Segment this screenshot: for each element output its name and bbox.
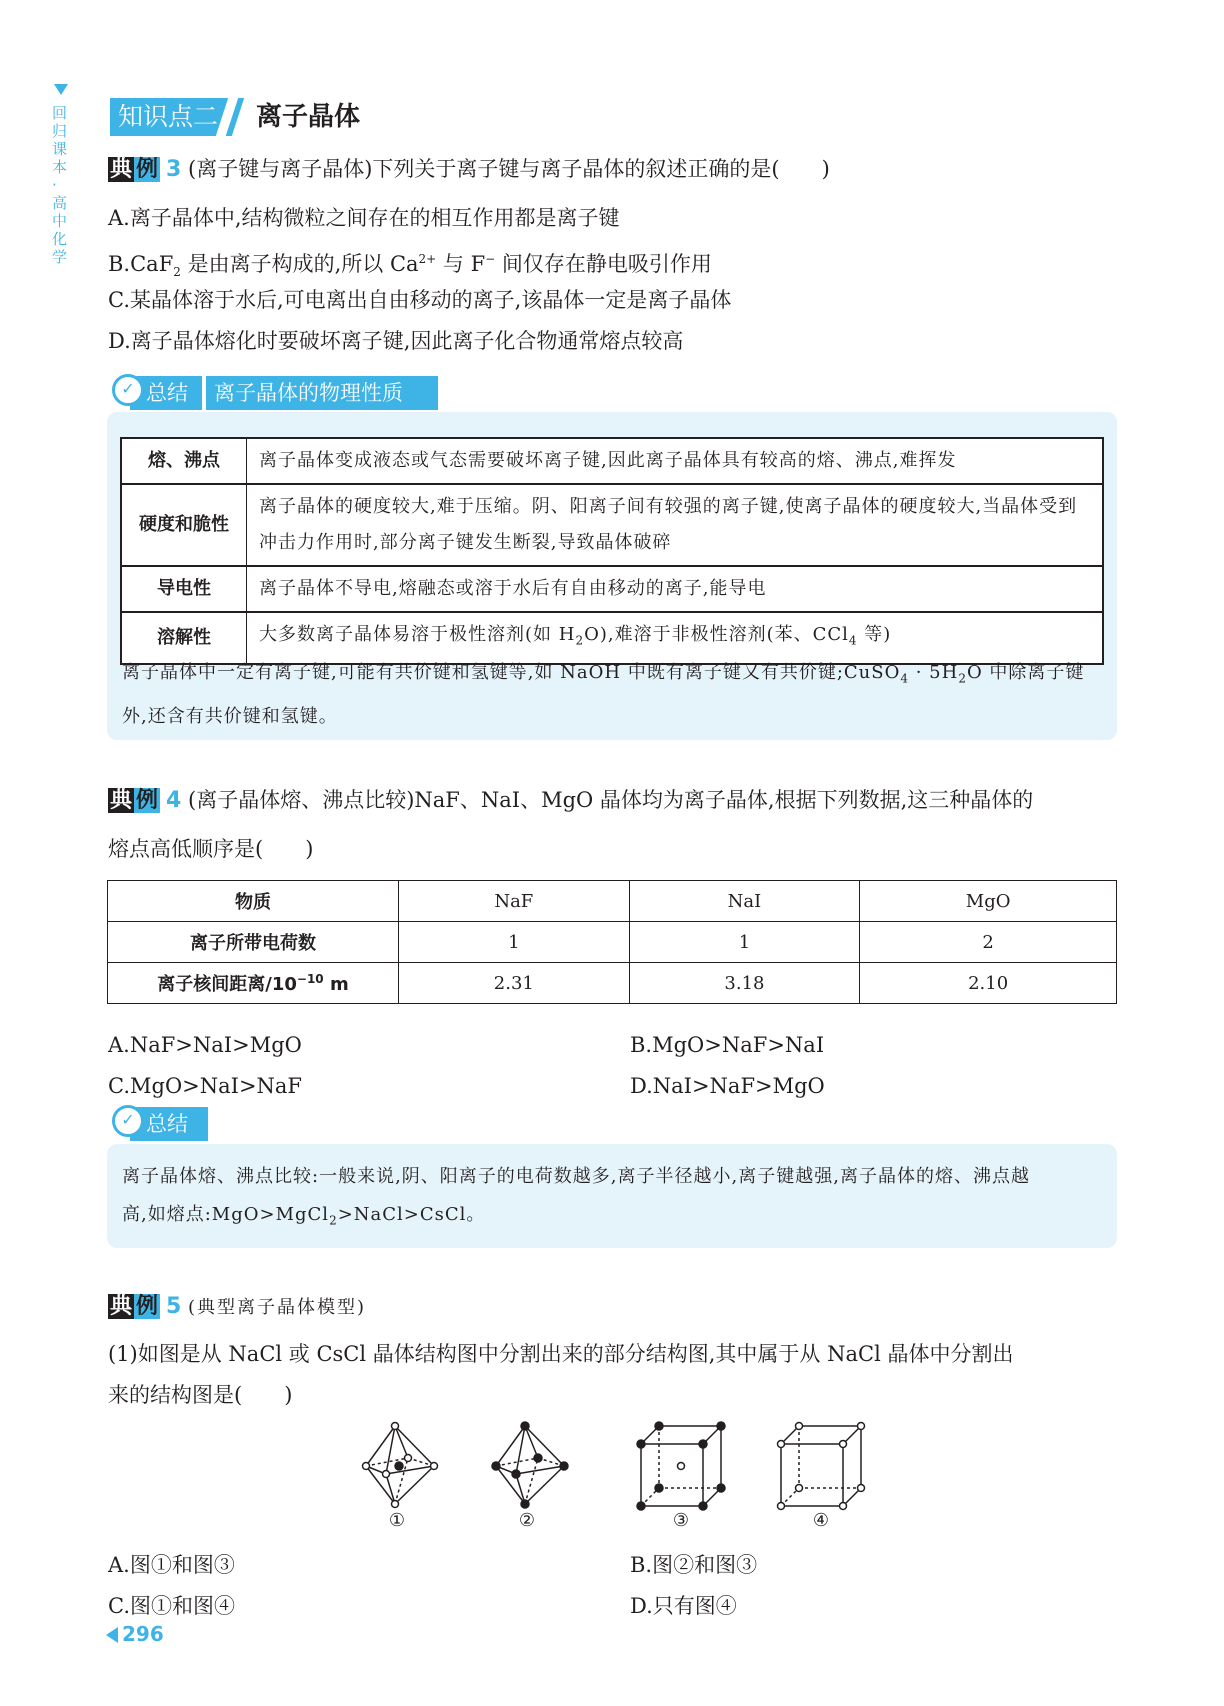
cell: 2 — [860, 922, 1117, 963]
table-row — [121, 566, 1103, 612]
row-text: 离子晶体不导电,熔融态或溶于水后有自由移动的离子,能导电 — [247, 566, 1104, 612]
properties-table — [120, 437, 1104, 665]
example-5-option-a: A.图①和图③ — [108, 1553, 235, 1577]
table-row — [108, 963, 1117, 1004]
summary-2-line2: 高,如熔点:MgO>MgCl$_2$>NaCl>CsCl。 — [122, 1204, 486, 1228]
summary-note: 离子晶体中一定有离子键,可能有共价键和氢键等,如 NaOH 中既有离子键又有共价键;CuSO$_4$ · $5H_2O$ 中除离子键外,还含有共价键和氢键。 — [122, 662, 1085, 727]
page-number: 296 — [122, 1622, 164, 1646]
example-4-option-c: C.MgO>NaI>NaF — [108, 1074, 303, 1098]
header-cell: 物质 — [108, 881, 399, 922]
example-number: 4 — [166, 788, 182, 813]
example-5-option-d: D.只有图④ — [630, 1594, 737, 1618]
example-5-q1-line1: (1)如图是从 NaCl 或 CsCl 晶体结构图中分割出来的部分结构图,其中属于从 NaCl 晶体中分割出 — [108, 1342, 1014, 1366]
figure-label-1: ① — [388, 1510, 406, 1531]
table-row — [121, 438, 1103, 484]
example-3-stem — [108, 154, 830, 185]
row-head: 熔、沸点 — [121, 438, 247, 484]
example-3-question: (离子键与离子晶体)下列关于离子键与离子晶体的叙述正确的是( ) — [188, 157, 830, 181]
header-cell: MgO — [860, 881, 1117, 922]
summary-2-line1: 离子晶体熔、沸点比较:一般来说,阴、阳离子的电荷数越多,离子半径越小,离子键越强,离子晶体的熔、沸点越 — [122, 1166, 1030, 1187]
cell: 2.31 — [399, 963, 630, 1004]
row-head: 溶解性 — [121, 612, 247, 664]
figure-label-3: ③ — [672, 1510, 690, 1531]
example-4-option-d: D.NaI>NaF>MgO — [630, 1074, 825, 1098]
lightbulb-icon: ✓ — [112, 1105, 144, 1137]
table-header-row — [108, 881, 1117, 922]
row-head: 硬度和脆性 — [121, 484, 247, 566]
example-3-option-d: D.离子晶体熔化时要破坏离子键,因此离子化合物通常熔点较高 — [108, 329, 684, 353]
summary-tag: 总结 — [130, 376, 202, 410]
example-5-option-c: C.图①和图④ — [108, 1594, 235, 1618]
header-cell: NaI — [629, 881, 860, 922]
figure-2-octahedron — [492, 1422, 568, 1508]
figure-3-cube — [637, 1422, 725, 1510]
side-tab-marker — [54, 84, 68, 95]
example-3-option-c: C.某晶体溶于水后,可电离出自由移动的离子,该晶体一定是离子晶体 — [108, 288, 732, 312]
example-badge: 典 例 — [110, 157, 159, 182]
cell: 1 — [399, 922, 630, 963]
page-marker-icon — [106, 1627, 118, 1643]
crystal-figures — [350, 1418, 870, 1526]
header-cell: NaF — [399, 881, 630, 922]
row-text: 离子晶体变成液态或气态需要破坏离子键,因此离子晶体具有较高的熔、沸点,难挥发 — [247, 438, 1104, 484]
table-row — [108, 922, 1117, 963]
lightbulb-icon: ✓ — [112, 374, 144, 406]
row-head: 离子核间距离$/10^{-10}$ m — [108, 963, 399, 1004]
example-number: 5 — [166, 1294, 182, 1319]
cell: 1 — [629, 922, 860, 963]
cell: 2.10 — [860, 963, 1117, 1004]
summary-title: 离子晶体的物理性质 — [206, 376, 438, 410]
example-5-topic: (典型离子晶体模型) — [188, 1297, 367, 1318]
row-text: 大多数离子晶体易溶于极性溶剂(如 $H_2O$),难溶于非极性溶剂(苯、CCl$_4$ 等) — [247, 612, 1104, 664]
summary-tag-2: 总结 — [130, 1107, 208, 1141]
data-table — [107, 880, 1117, 1004]
example-number: 3 — [166, 157, 182, 182]
row-head: 离子所带电荷数 — [108, 922, 399, 963]
example-4-stem-line2: 熔点高低顺序是( ) — [108, 837, 314, 861]
figure-4-cube — [778, 1423, 865, 1510]
row-text: 离子晶体的硬度较大,难于压缩。阴、阳离子间有较强的离子键,使离子晶体的硬度较大,当晶体受到冲击力作用时,部分离子键发生断裂,导致晶体破碎 — [247, 484, 1104, 566]
example-4-question: (离子晶体熔、沸点比较)NaF、NaI、MgO 晶体均为离子晶体,根据下列数据,这三种晶体的 — [188, 788, 1034, 812]
section-title: 离子晶体 — [256, 102, 361, 132]
figure-label-4: ④ — [812, 1510, 830, 1531]
knowledge-point-label: 知识点二 — [110, 98, 230, 136]
example-5-stem — [108, 1291, 366, 1323]
example-4-stem — [108, 785, 1033, 816]
figure-1-octahedron — [363, 1423, 438, 1508]
example-badge: 典 例 — [110, 1294, 159, 1319]
cell: 3.18 — [629, 963, 860, 1004]
example-4-option-b: B.MgO>NaF>NaI — [630, 1033, 825, 1057]
example-5-q1-line2: 来的结构图是( ) — [108, 1383, 293, 1407]
example-5-option-b: B.图②和图③ — [630, 1553, 758, 1577]
figure-label-2: ② — [518, 1510, 536, 1531]
example-3-option-a: A.离子晶体中,结构微粒之间存在的相互作用都是离子键 — [108, 206, 620, 230]
row-head: 导电性 — [121, 566, 247, 612]
example-badge: 典 例 — [110, 788, 159, 813]
example-4-option-a: A.NaF>NaI>MgO — [108, 1033, 302, 1057]
side-tab-label: 回归课本·高中化学 — [52, 104, 68, 266]
example-3-option-b: B.CaF$_2$ 是由离子构成的,所以 $Ca^{2+}$ 与 F− 间仅存在静电吸引作用 — [108, 252, 712, 280]
table-row — [121, 484, 1103, 566]
